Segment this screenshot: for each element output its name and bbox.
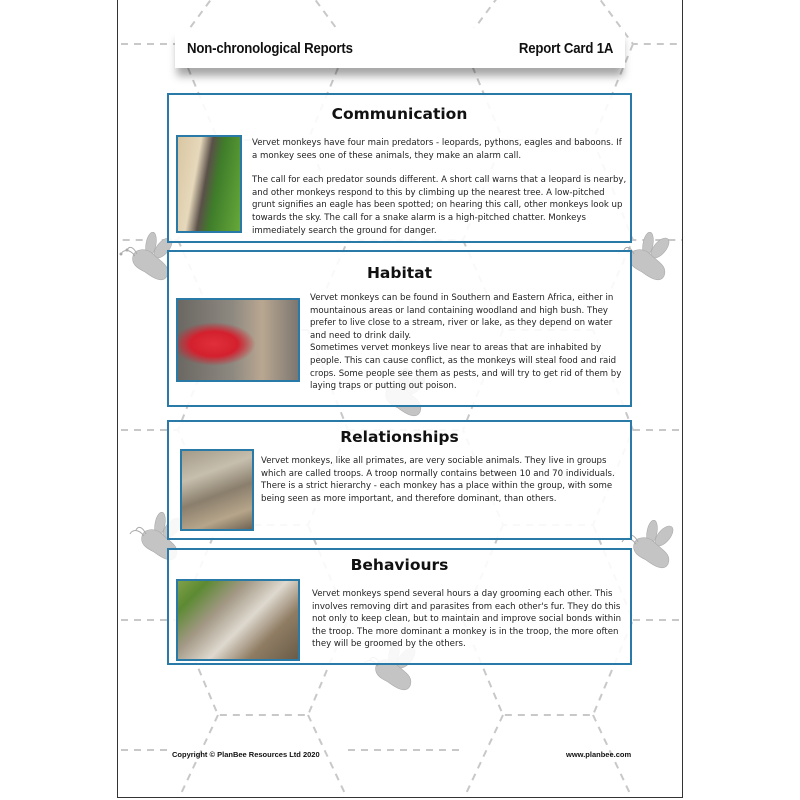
- card-title: Relationships: [340, 428, 459, 446]
- paragraph: Sometimes vervet monkeys live near to areas that are inhabited by people. This can cause conflict, as the monkeys will steal food and raid crops. Some people see them as pests, and will try to get rid of them by laying traps or putting out poison.: [310, 343, 622, 392]
- card-body: [261, 455, 631, 505]
- paragraph: Vervet monkeys, like all primates, are very sociable animals. They live in groups which are called troops. A troop normally contains between 10 and 70 individuals. There is a strict hierarchy - each monkey has a place within the group, with some being seen as more important, and therefore dominant, than others.: [261, 456, 615, 504]
- card-body: [252, 137, 627, 237]
- paragraph: Vervet monkeys can be found in Southern and Eastern Africa, either in mountainous areas or land containing woodland and high bush. They prefer to live close to a stream, river or lake, as they depend on water and need to drink daily.: [310, 293, 614, 341]
- monkey-eating-flower-photo: [176, 298, 300, 382]
- paragraph: Vervet monkeys have four main predators - leopards, pythons, eagles and baboons. If a monkey sees one of these animals, they make an alarm call.: [252, 138, 622, 161]
- card-habitat: [167, 250, 632, 407]
- worksheet-series-title: Non-chronological Reports: [187, 39, 353, 57]
- copyright-notice: Copyright © PlanBee Resources Ltd 2020: [172, 750, 320, 759]
- card-body: [310, 292, 628, 393]
- report-card-id: Report Card 1A: [518, 39, 613, 57]
- paragraph: The call for each predator sounds different. A short call warns that a leopard is nearby, and other monkeys respond to this by climbing up the nearest tree. A low-pitched grunt signifies an eagle has been spotted; on hearing this call, other monkeys look up towards the sky. The call for a snake alarm is a high-pitched chatter. Monkeys immediately search the ground for danger.: [252, 175, 627, 236]
- monkey-troop-photo: [180, 449, 254, 531]
- card-behaviours: [167, 548, 632, 665]
- card-body: [312, 588, 628, 651]
- card-relationships: [167, 420, 632, 540]
- card-communication: [167, 93, 632, 243]
- monkeys-grooming-photo: [176, 579, 300, 661]
- header-bar: [175, 28, 625, 68]
- card-title: Habitat: [366, 264, 433, 282]
- card-title: Behaviours: [350, 556, 449, 574]
- paragraph: Vervet monkeys spend several hours a day grooming each other. This involves removing dirt and parasites from each other's fur. They do this not only to keep clean, but to maintain and improve social bonds within the troop. The more dominant a monkey is in the troop, the more often they will be groomed by the others.: [312, 589, 622, 650]
- monkey-alarm-call-photo: [176, 135, 242, 233]
- card-title: Communication: [331, 105, 468, 123]
- website-link[interactable]: www.planbee.com: [566, 750, 632, 759]
